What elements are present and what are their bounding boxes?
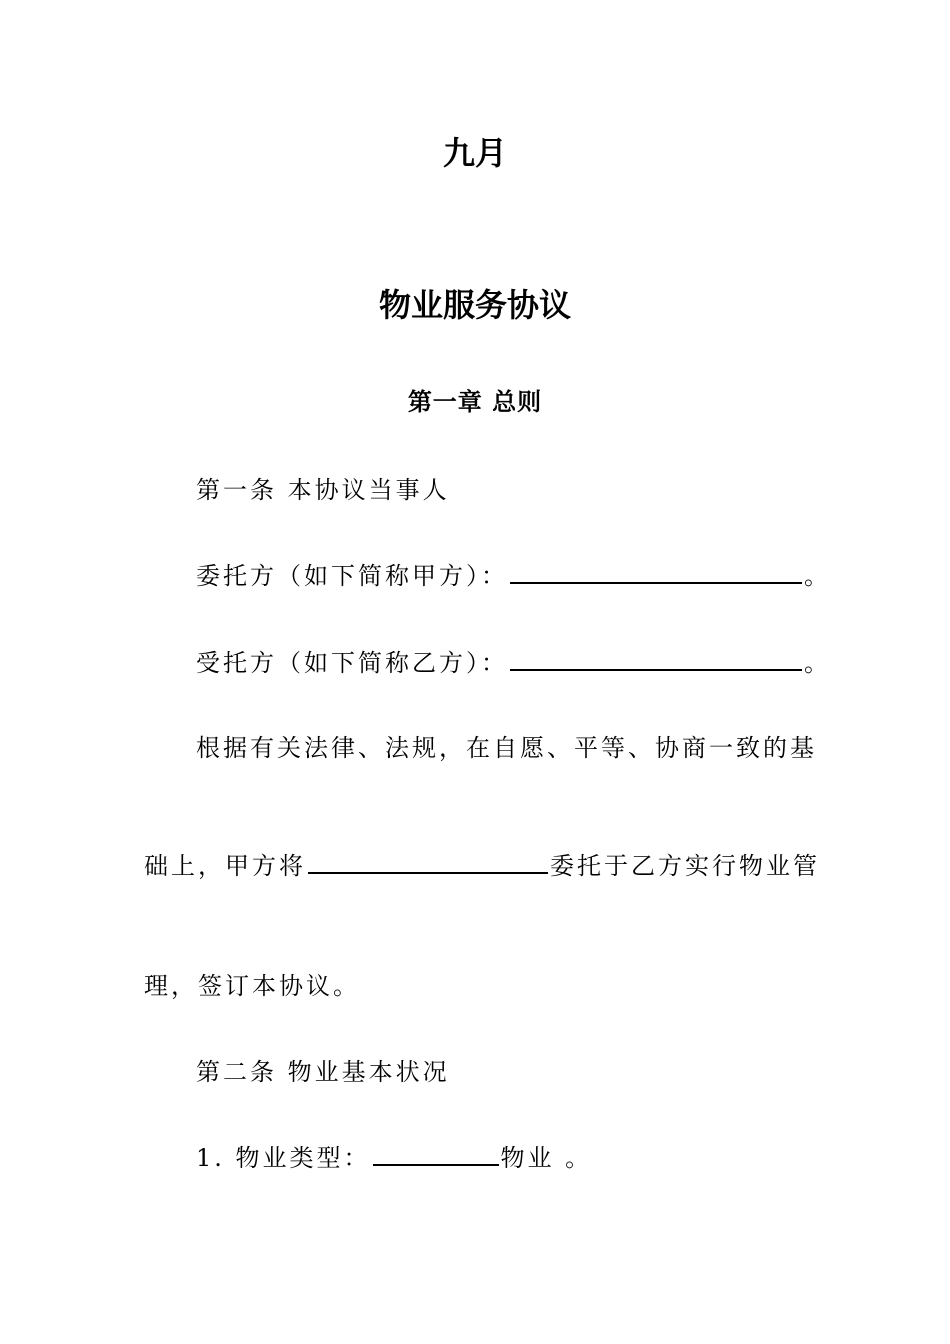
article1-heading: 第一条 本协议当事人 [196, 476, 450, 504]
party-a-end: 。 [804, 562, 831, 590]
party-a-blank [510, 560, 802, 584]
party-b-line [196, 643, 831, 678]
document-title: 物业服务协议 [378, 286, 571, 324]
article2-heading: 第二条 物业基本状况 [196, 1058, 450, 1086]
property-type-blank [373, 1142, 499, 1166]
party-b-blank [510, 647, 802, 671]
article1-paragraph-line1: 根据有关法律、法规，在自愿、平等、协商一致的基 [196, 734, 817, 762]
party-b-end: 。 [804, 649, 831, 677]
article2-item1 [196, 1138, 592, 1173]
para-line2-post: 委托于乙方实行物业管 [550, 852, 820, 880]
item1-suffix: 物业 。 [500, 1144, 593, 1172]
party-b-label: 受托方（如下简称乙方）： [196, 649, 508, 677]
para-line2-pre: 础上，甲方将 [144, 852, 306, 880]
month-heading: 九月 [442, 134, 507, 172]
article1-paragraph-line3: 理，签订本协议。 [144, 972, 360, 1000]
article1-paragraph-line2 [144, 846, 820, 881]
party-a-line [196, 556, 831, 591]
party-a-label: 委托方（如下简称甲方）： [196, 562, 508, 590]
property-blank [308, 850, 548, 874]
item1-label: 1. 物业类型： [196, 1144, 371, 1172]
chapter-heading: 第一章 总则 [407, 388, 543, 416]
